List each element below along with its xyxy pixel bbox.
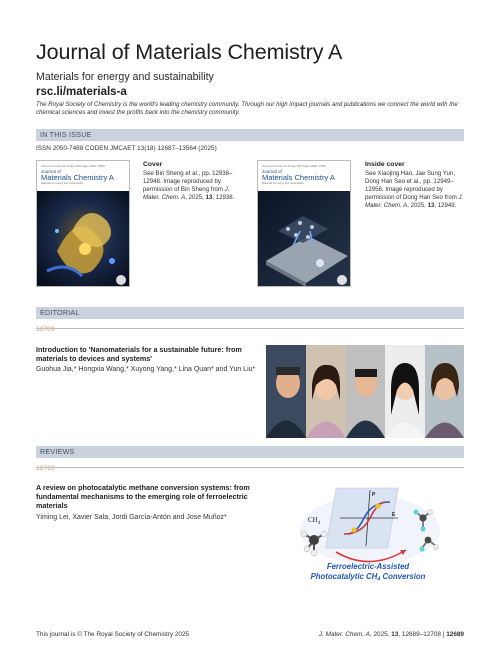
editorial-page-number: 12709	[36, 326, 55, 333]
cover-title: Cover	[143, 161, 163, 168]
inside-cover-description: See Xiaojing Hao, Jae Sung Yun, Dong Han Seo et al., pp. 12949–12956. Image reproduced by permission of Dong Han Seo from J. Mater. Chem. A, 2025, 13, 12949.	[365, 170, 464, 209]
editorial-author-photos	[266, 345, 464, 438]
footer-copyright: This journal is © The Royal Society of Chemistry 2025	[36, 631, 190, 638]
inside-cover-tagline: Materials for energy and sustainability	[262, 182, 304, 185]
in-this-issue-header: IN THIS ISSUE	[36, 129, 464, 141]
issn-line: ISSN 2050-7488 CODEN JMCAET 13(18) 12687–13564 (2025)	[36, 145, 217, 152]
review-page-number: 12712	[36, 465, 55, 472]
inside-cover-name-line2: Materials Chemistry A	[262, 173, 335, 182]
footer-page-number: 12689	[446, 631, 464, 638]
journal-title: Journal of Materials Chemistry A	[36, 40, 343, 64]
footer-citation: J. Mater. Chem. A, 2025, 13, 12689–12708 | 12689	[318, 631, 464, 638]
editorial-divider	[36, 328, 464, 329]
inside-cover-volume-line: Volume 13 Number 18 14 May 2025 Pages 12687–13564	[262, 165, 326, 168]
journal-url-link[interactable]: rsc.li/materials-a	[36, 86, 127, 98]
editorial-authors: Guohua Jia,* Hongxia Wang,* Xuyong Yang,* Lina Quan* and Yun Liu*	[36, 366, 256, 373]
cover-name-line1: Journal of	[41, 169, 61, 174]
ch4-label: $CH_4$	[308, 516, 321, 526]
inside-cover-thumbnail[interactable]	[257, 160, 351, 287]
review-authors: Yiming Lei, Xavier Sala, Jordi García-Antón and Jose Muñoz*	[36, 514, 227, 521]
review-title-link[interactable]: A review on photocatalytic methane conversion systems: from fundamental mechanisms to the emerging role of ferroelectric materials	[36, 483, 250, 510]
cover-description: See Bin Sheng et al., pp. 12938–12948. Image reproduced by permission of Bin Sheng from J. Mater. Chem. A, 2025, 13, 12938.	[143, 170, 235, 201]
journal-subtitle: Materials for energy and sustainability	[36, 71, 214, 83]
editorial-title-link[interactable]: Introduction to 'Nanomaterials for a sustainable future: from materials to devices and systems'	[36, 345, 242, 363]
review-graphical-abstract	[278, 478, 458, 584]
cover-volume-line: Volume 13 Number 18 14 May 2025 Pages 12687–13564	[41, 165, 105, 168]
inside-cover-title: Inside cover	[365, 161, 405, 168]
editorial-header: EDITORIAL	[36, 307, 464, 319]
cover-artwork	[37, 191, 129, 287]
intro-text: The Royal Society of Chemistry is the world's leading chemistry community. Through our high impact journals and publications we connect the world with the chemical sciences and invest the profits back into the chemistry community.	[36, 101, 458, 116]
axis-p-label: P	[372, 492, 376, 498]
cover-thumbnail[interactable]	[36, 160, 130, 287]
graphic-caption-line1: Ferroelectric-Assisted	[326, 562, 410, 571]
cover-tagline: Materials for energy and sustainability	[41, 182, 83, 185]
reviews-header: REVIEWS	[36, 446, 464, 458]
cover-name-line2: Materials Chemistry A	[41, 173, 114, 182]
graphic-caption-line2: Photocatalytic CH4 Conversion	[310, 572, 426, 583]
axis-e-label: E	[392, 512, 396, 518]
reviews-divider	[36, 467, 464, 468]
inside-cover-name-line1: Journal of	[262, 169, 282, 174]
inside-cover-artwork	[258, 191, 350, 287]
